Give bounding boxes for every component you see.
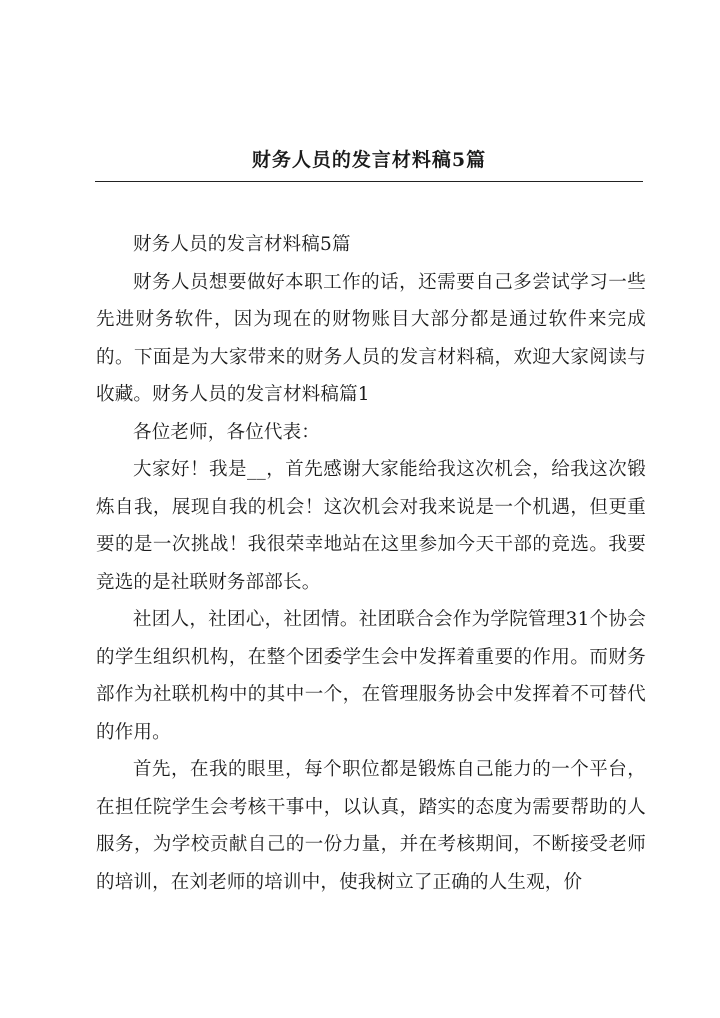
- document-title: 财务人员的发言材料稿5篇: [251, 149, 487, 171]
- paragraph-salutation: 各位老师，各位代表：: [133, 421, 321, 443]
- document-body: [96, 226, 646, 901]
- paragraph-heading: 财务人员的发言材料稿5篇: [133, 234, 351, 255]
- title-divider: [95, 181, 643, 182]
- paragraph-experience: 首先，在我的眼里，每个职位都是锻炼自己能力的一个平台，在担任院学生会考核干事中，以认真，踏实的态度为需要帮助的人服务，为学校贡献自己的一份力量，并在考核期间，不断接受老师的培训，在刘老师的培训中，使我树立了正确的人生观，价: [96, 759, 646, 893]
- paragraph-club: 社团人，社团心，社团情。社团联合会作为学院管理31个协会的学生组织机构，在整个团委学生会中发挥着重要的作用。而财务部作为社联机构中的其中一个，在管理服务协会中发挥着不可替代的作用。: [96, 609, 646, 743]
- paragraph-intro: 财务人员想要做好本职工作的话，还需要自己多尝试学习一些先进财务软件，因为现在的财物账目大部分都是通过软件来完成的。下面是为大家带来的财务人员的发言材料稿，欢迎大家阅读与收藏。财务人员的发言材料稿篇1: [96, 271, 646, 405]
- paragraph-greeting: 大家好！我是__，首先感谢大家能给我这次机会，给我这次锻炼自我，展现自我的机会！这次机会对我来说是一个机遇，但更重要的是一次挑战！我很荣幸地站在这里参加今天干部的竞选。我要竞选的是社联财务部部长。: [96, 459, 646, 593]
